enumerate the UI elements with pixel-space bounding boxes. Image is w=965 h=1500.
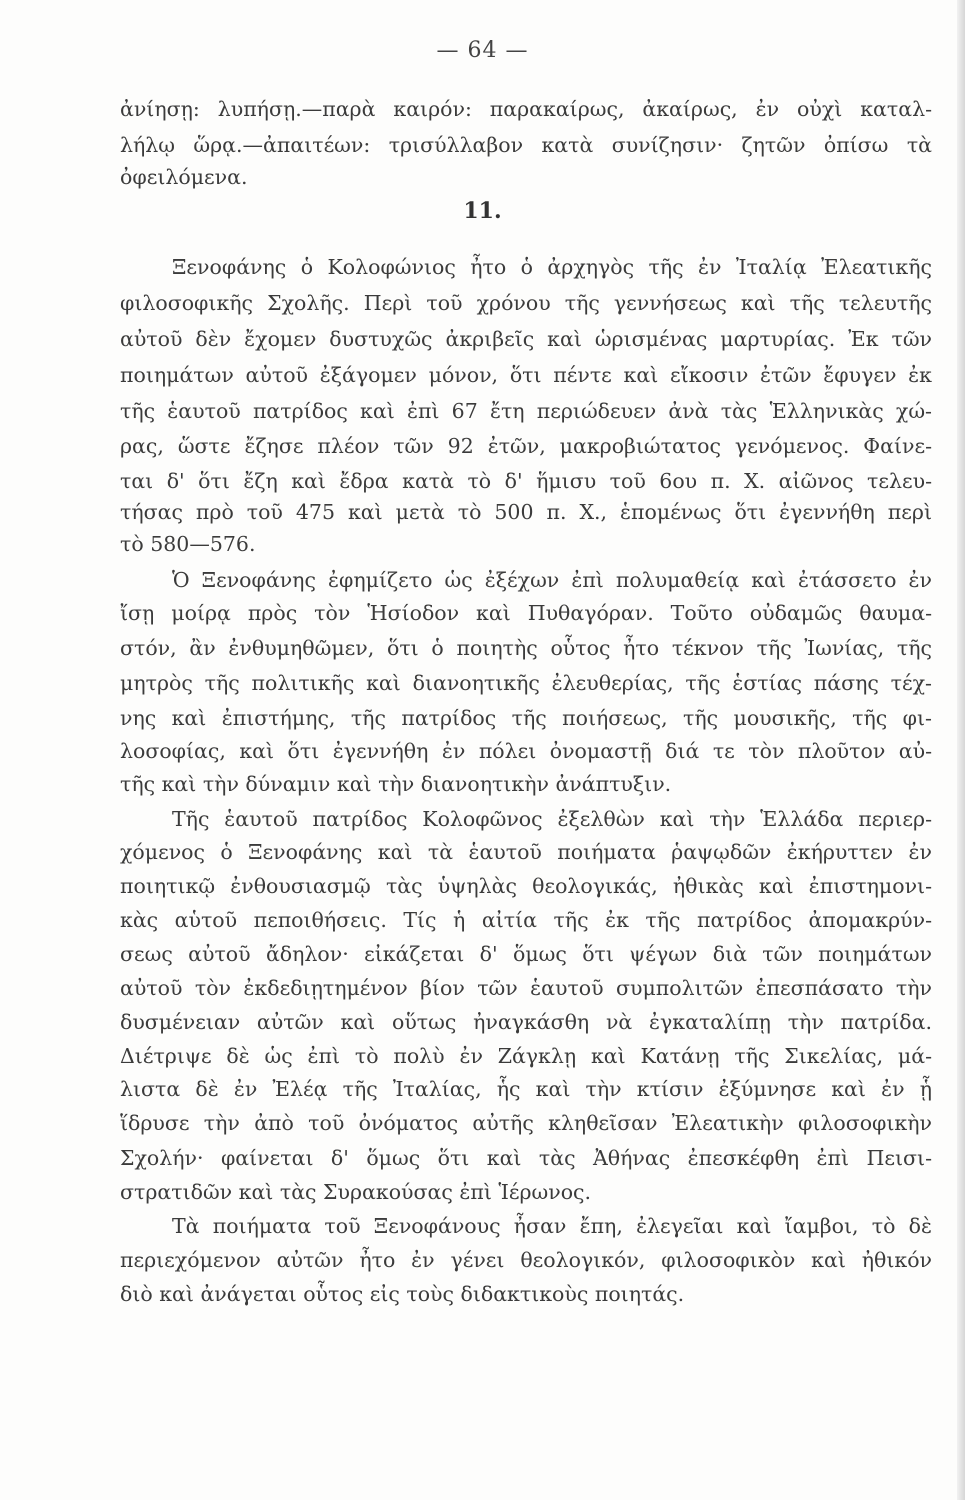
paragraph-line: περιεχόμενον αὐτῶν ἦτο ἐν γένει θεολογικόν, φιλοσοφικὸν καὶ ἠθικόν: [120, 1248, 932, 1272]
page-number: — 64 —: [436, 38, 529, 63]
paragraph-line: λοσοφίας, καὶ ὅτι ἐγεννήθη ἐν πόλει ὀνομαστῇ διά τε τὸν πλοῦτον αὐ-: [120, 739, 932, 763]
paragraph-line: ται δ' ὅτι ἔζη καὶ ἔδρα κατὰ τὸ δ' ἥμισυ τοῦ 6ου π. Χ. αἰῶνος τελευ-: [120, 469, 932, 493]
page-spine-shadow: [957, 0, 965, 1500]
paragraph-line: διὸ καὶ ἀνάγεται οὗτος εἰς τοὺς διδακτικοὺς ποιητάς.: [120, 1282, 685, 1306]
paragraph-line: Τῆς ἑαυτοῦ πατρίδος Κολοφῶνος ἐξελθὼν καὶ τὴν Ἑλλάδα περιερ-: [172, 807, 932, 831]
paragraph-line: Σχολήν· φαίνεται δ' ὅμως ὅτι καὶ τὰς Ἀθήνας ἐπεσκέφθη ἐπὶ Πεισι-: [120, 1146, 932, 1170]
paragraph-line: δυσμένειαν αὐτῶν καὶ οὕτως ἠναγκάσθη νὰ ἐγκαταλίπῃ τὴν πατρίδα.: [120, 1010, 932, 1034]
paragraph-line: χόμενος ὁ Ξενοφάνης καὶ τὰ ἑαυτοῦ ποιήματα ῥαψῳδῶν ἐκήρυττεν ἐν: [120, 840, 932, 864]
paragraph-line: στόν, ἂν ἐνθυμηθῶμεν, ὅτι ὁ ποιητὴς οὗτος ἦτο τέκνον τῆς Ἰωνίας, τῆς: [120, 636, 932, 660]
paragraph-line: λιστα δὲ ἐν Ἐλέᾳ τῆς Ἰταλίας, ἧς καὶ τὴν κτίσιν ἐξύμνησε καὶ ἐν ᾗ: [120, 1077, 932, 1101]
note-line: ὀφειλόμενα.: [120, 165, 248, 189]
paragraph-line: Ξενοφάνης ὁ Κολοφώνιος ἦτο ὁ ἀρχηγὸς τῆς ἐν Ἰταλίᾳ Ἐλεατικῆς: [172, 255, 932, 279]
note-line: ἀνίησῃ: λυπήσῃ.—παρὰ καιρόν: παρακαίρως, ἀκαίρως, ἐν οὐχὶ καταλ-: [120, 97, 932, 121]
paragraph-line: φιλοσοφικῆς Σχολῆς. Περὶ τοῦ χρόνου τῆς γεννήσεως καὶ τῆς τελευτῆς: [120, 291, 932, 315]
note-line: λήλῳ ὥρᾳ.—ἀπαιτέων: τρισύλλαβον κατὰ συνίζησιν· ζητῶν ὀπίσω τὰ: [120, 133, 932, 157]
paragraph-line: τῆς ἑαυτοῦ πατρίδος καὶ ἐπὶ 67 ἔτη περιώδευεν ἀνὰ τὰς Ἑλληνικὰς χώ-: [120, 399, 932, 423]
paragraph-line: ποιητικῷ ἐνθουσιασμῷ τὰς ὑψηλὰς θεολογικάς, ἠθικὰς καὶ ἐπιστημονι-: [120, 874, 932, 898]
paragraph-line: ποιημάτων αὐτοῦ ἐξάγομεν μόνον, ὅτι πέντε καὶ εἴκοσιν ἐτῶν ἔφυγεν ἐκ: [120, 363, 932, 387]
paragraph-line: ἵδρυσε τὴν ἀπὸ τοῦ ὀνόματος αὐτῆς κληθεῖσαν Ἐλεατικὴν φιλοσοφικὴν: [120, 1111, 932, 1135]
paragraph-line: νης καὶ ἐπιστήμης, τῆς πατρίδος τῆς ποιήσεως, τῆς μουσικῆς, τῆς φι-: [120, 706, 932, 730]
paragraph-line: Ὁ Ξενοφάνης ἐφημίζετο ὡς ἐξέχων ἐπὶ πολυμαθείᾳ καὶ ἐτάσσετο ἐν: [172, 568, 932, 592]
section-number: 11.: [463, 198, 502, 224]
paragraph-line: ρας, ὥστε ἔζησε πλέον τῶν 92 ἐτῶν, μακροβιώτατος γενόμενος. Φαίνε-: [120, 434, 932, 458]
paragraph-line: τήσας πρὸ τοῦ 475 καὶ μετὰ τὸ 500 π. Χ., ἑπομένως ὅτι ἐγεννήθη περὶ: [120, 500, 932, 524]
paragraph-line: στρατιδῶν καὶ τὰς Συρακούσας ἐπὶ Ἱέρωνος.: [120, 1180, 592, 1204]
paragraph-line: αὐτοῦ δὲν ἔχομεν δυστυχῶς ἀκριβεῖς καὶ ὡρισμένας μαρτυρίας. Ἐκ τῶν: [120, 327, 932, 351]
paragraph-line: μητρὸς τῆς πολιτικῆς καὶ διανοητικῆς ἐλευθερίας, τῆς ἑστίας πάσης τέχ-: [120, 671, 932, 695]
paragraph-line: αὐτοῦ τὸν ἐκδεδιῃτημένον βίον τῶν ἑαυτοῦ συμπολιτῶν ἐπεσπάσατο τὴν: [120, 976, 932, 1000]
paragraph-line: σεως αὐτοῦ ἄδηλον· εἰκάζεται δ' ὅμως ὅτι ψέγων διὰ τῶν ποιημάτων: [120, 942, 932, 966]
paragraph-line: κὰς αὑτοῦ πεποιθήσεις. Τίς ἡ αἰτία τῆς ἐκ τῆς πατρίδος ἀπομακρύν-: [120, 908, 932, 932]
paragraph-line: τὸ 580—576.: [120, 532, 256, 556]
paragraph-line: ἴσῃ μοίρᾳ πρὸς τὸν Ἡσίοδον καὶ Πυθαγόραν. Τοῦτο οὐδαμῶς θαυμα-: [120, 601, 932, 625]
paragraph-line: Διέτριψε δὲ ὡς ἐπὶ τὸ πολὺ ἐν Ζάγκλῃ καὶ Κατάνῃ τῆς Σικελίας, μά-: [120, 1044, 932, 1068]
paragraph-line: Τὰ ποιήματα τοῦ Ξενοφάνους ἦσαν ἔπη, ἐλεγεῖαι καὶ ἴαμβοι, τὸ δὲ: [172, 1214, 932, 1238]
paragraph-line: τῆς καὶ τὴν δύναμιν καὶ τὴν διανοητικὴν ἀνάπτυξιν.: [120, 772, 672, 796]
